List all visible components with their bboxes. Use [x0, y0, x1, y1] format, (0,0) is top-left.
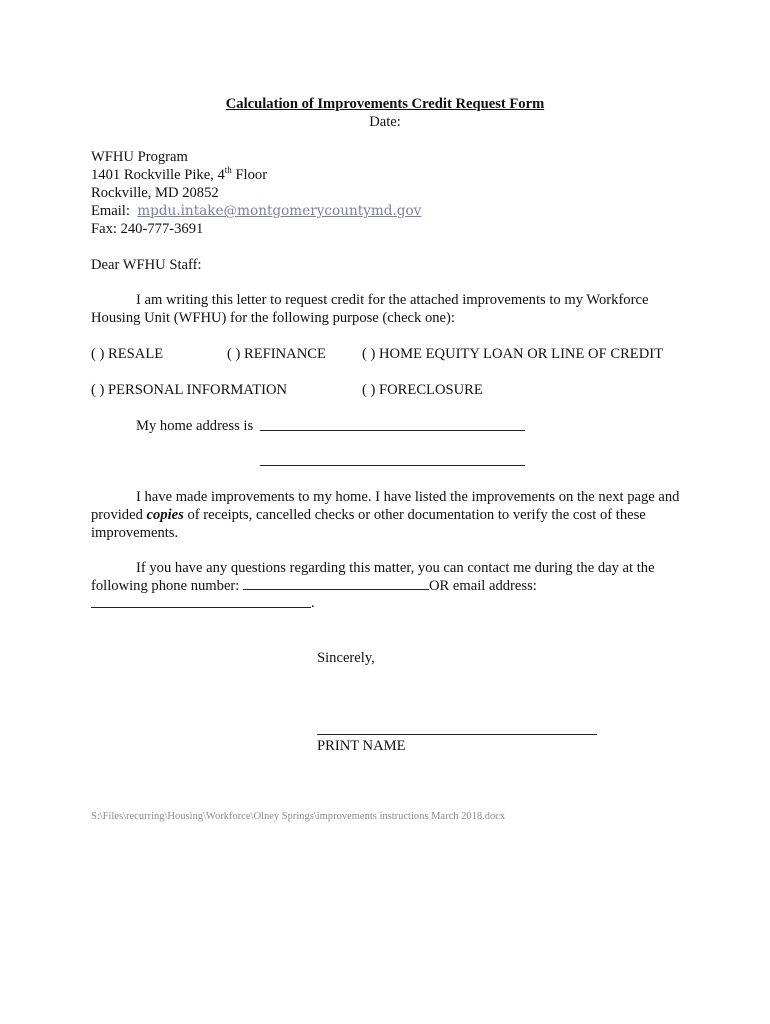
home-address-line-2[interactable]	[260, 465, 525, 466]
date-label: Date:	[369, 114, 401, 130]
option-foreclosure[interactable]: ( ) FORECLOSURE	[362, 382, 483, 398]
home-address-line-1[interactable]	[260, 430, 525, 431]
email-link[interactable]: mpdu.intake@montgomerycountymd.gov	[137, 203, 422, 219]
intro-paragraph: I am writing this letter to request credit for the attached improvements to my Workforce Housing Unit (WFHU) for the following purpose (check one):	[91, 292, 649, 326]
form-title: Calculation of Improvements Credit Request Form	[225, 96, 545, 112]
street-superscript: th	[224, 165, 232, 176]
improvements-emphasis: copies	[146, 507, 184, 523]
footer-file-path: S:\Files\recurring\Housing\Workforce\Olney Springs\improvements instructions March 2018.docx	[91, 811, 506, 822]
contact-period: .	[311, 595, 315, 611]
email-address-blank[interactable]	[91, 607, 311, 608]
option-personal-information[interactable]: ( ) PERSONAL INFORMATION	[91, 382, 288, 398]
email-label: Email:	[91, 203, 138, 219]
recipient-program: WFHU Program	[91, 149, 188, 165]
improvements-paragraph	[91, 488, 691, 542]
contact-text-1: If you have any questions regarding this matter, you can contact me during the day at the following phone number:	[91, 560, 655, 594]
closing-sincerely: Sincerely,	[317, 650, 375, 666]
salutation: Dear WFHU Staff:	[91, 257, 202, 273]
print-name-label: PRINT NAME	[317, 738, 406, 754]
street-suffix: Floor	[231, 167, 268, 183]
recipient-email-line	[91, 202, 421, 220]
improvements-text-2: of receipts, cancelled checks or other documentation to verify the cost of these improvements.	[91, 507, 646, 541]
contact-text-2: OR email address:	[429, 578, 537, 594]
phone-number-blank[interactable]	[243, 577, 429, 590]
option-resale[interactable]: ( ) RESALE	[91, 346, 164, 362]
recipient-city: Rockville, MD 20852	[91, 185, 219, 201]
recipient-fax: Fax: 240-777-3691	[91, 221, 204, 237]
recipient-street	[91, 166, 267, 184]
signature-line[interactable]	[317, 734, 597, 735]
contact-paragraph	[91, 559, 701, 595]
improvements-text-1: I have made improvements to my home. I have listed the improvements on the next page and provided	[91, 489, 680, 523]
option-refinance[interactable]: ( ) REFINANCE	[227, 346, 326, 362]
option-home-equity[interactable]: ( ) HOME EQUITY LOAN OR LINE OF CREDIT	[362, 346, 664, 362]
home-address-label: My home address is	[136, 418, 254, 434]
street-prefix: 1401 Rockville Pike, 4	[91, 167, 225, 183]
